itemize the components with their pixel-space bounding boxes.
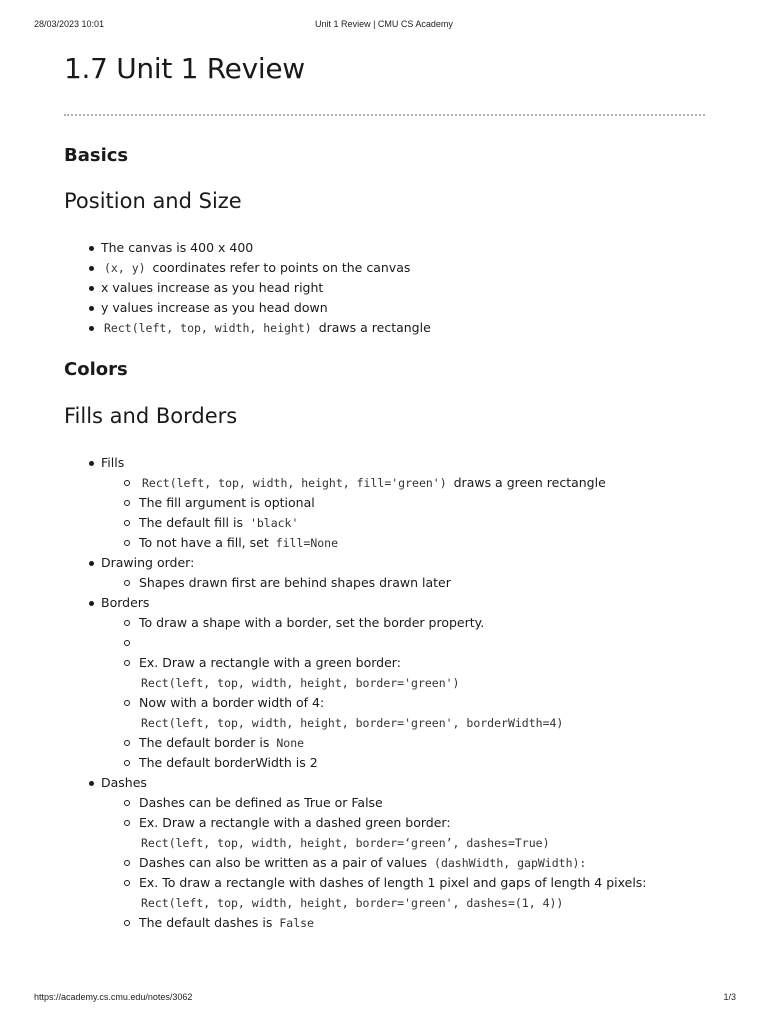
- print-page-title: Unit 1 Review | CMU CS Academy: [315, 19, 453, 29]
- section-heading-position-and-size: Position and Size: [64, 189, 242, 213]
- code-line: Rect(left, top, width, height, border='green', borderWidth=4): [141, 716, 564, 730]
- list-item: The default border is None: [139, 733, 647, 753]
- list-item: x values increase as you head right: [101, 278, 431, 298]
- page-title: 1.7 Unit 1 Review: [64, 52, 305, 85]
- list-item: Ex. To draw a rectangle with dashes of length 1 pixel and gaps of length 4 pixels: Rect(left, top, width, height, border='green', dashes=(1, 4)): [139, 873, 647, 913]
- list-item: The canvas is 400 x 400: [101, 238, 431, 258]
- section-heading-colors: Colors: [64, 359, 128, 380]
- list-item: To not have a fill, set fill=None: [139, 533, 647, 553]
- list-item: Ex. Draw a rectangle with a green border: Rect(left, top, width, height, border='green'): [139, 653, 647, 693]
- list-item: The fill argument is optional: [139, 493, 647, 513]
- inline-code: fill=None: [275, 536, 339, 550]
- print-url: https://academy.cs.cmu.edu/notes/3062: [34, 992, 193, 1002]
- print-page-number: 1/3: [723, 992, 736, 1002]
- print-datetime: 28/03/2023 10:01: [34, 19, 105, 29]
- section-heading-fills-and-borders: Fills and Borders: [64, 404, 238, 428]
- inline-code: None: [276, 736, 305, 750]
- list-item: Dashes can also be written as a pair of values (dashWidth, gapWidth):: [139, 853, 647, 873]
- list-item-borders: Borders To draw a shape with a border, set the border property. Ex. Draw a rectangle with a green border: Rect(left, top, width, height, border='green') Now with a border width of 4: Rect(left, top, width, height, border='green', borderWidth=4) The default border is None The default borderWidth is 2: [101, 593, 647, 773]
- list-item: Now with a border width of 4: Rect(left, top, width, height, border='green', borderWidth=4): [139, 693, 647, 733]
- list-item: Rect(left, top, width, height) draws a rectangle: [101, 318, 431, 338]
- list-item: To draw a shape with a border, set the border property.: [139, 613, 647, 633]
- inline-code: 'black': [249, 516, 299, 530]
- list-item: (x, y) coordinates refer to points on the canvas: [101, 258, 431, 278]
- list-item: y values increase as you head down: [101, 298, 431, 318]
- position-and-size-list: [101, 238, 431, 338]
- list-item: Shapes drawn first are behind shapes drawn later: [139, 573, 647, 593]
- code-line: Rect(left, top, width, height, border='green', dashes=(1, 4)): [141, 896, 564, 910]
- drawing-order-sublist: [139, 573, 647, 593]
- borders-sublist: [139, 613, 647, 773]
- inline-code: Rect(left, top, width, height): [104, 321, 312, 335]
- inline-code: (x, y): [104, 261, 146, 275]
- list-item: Rect(left, top, width, height, fill='green') draws a green rectangle: [139, 473, 647, 493]
- inline-code: Rect(left, top, width, height, fill='green'): [142, 476, 447, 490]
- list-item: The default borderWidth is 2: [139, 753, 647, 773]
- code-line: Rect(left, top, width, height, border=‘green’, dashes=True): [141, 836, 550, 850]
- list-item: The default dashes is False: [139, 913, 647, 933]
- fills-sublist: [139, 473, 647, 553]
- code-line: Rect(left, top, width, height, border='green'): [141, 676, 460, 690]
- list-item: Dashes can be defined as True or False: [139, 793, 647, 813]
- list-item-drawing-order: Drawing order: Shapes drawn first are behind shapes drawn later: [101, 553, 647, 593]
- dashes-sublist: [139, 793, 647, 933]
- title-divider: [64, 114, 705, 116]
- list-item-fills: Fills Rect(left, top, width, height, fill='green') draws a green rectangle The fill argument is optional The default fill is 'black' To not have a fill, set fill=None: [101, 453, 647, 553]
- section-heading-basics: Basics: [64, 145, 129, 166]
- list-item: Ex. Draw a rectangle with a dashed green border: Rect(left, top, width, height, border=‘green’, dashes=True): [139, 813, 647, 853]
- inline-code: False: [279, 916, 314, 930]
- inline-code: (dashWidth, gapWidth):: [434, 856, 587, 870]
- list-item-empty: [139, 633, 647, 653]
- list-item-dashes: Dashes Dashes can be defined as True or False Ex. Draw a rectangle with a dashed green border: Rect(left, top, width, height, border=‘green’, dashes=True) Dashes can also be written as a pair of values (dashWidth, gapWidth): Ex. To draw a rectangle with dashes of length 1 pixel and gaps of length 4 pixels: Rect(left, top, width, height, border='green', dashes=(1, 4)) The default dashes is False: [101, 773, 647, 933]
- fills-and-borders-list: [101, 453, 647, 933]
- list-item: The default fill is 'black': [139, 513, 647, 533]
